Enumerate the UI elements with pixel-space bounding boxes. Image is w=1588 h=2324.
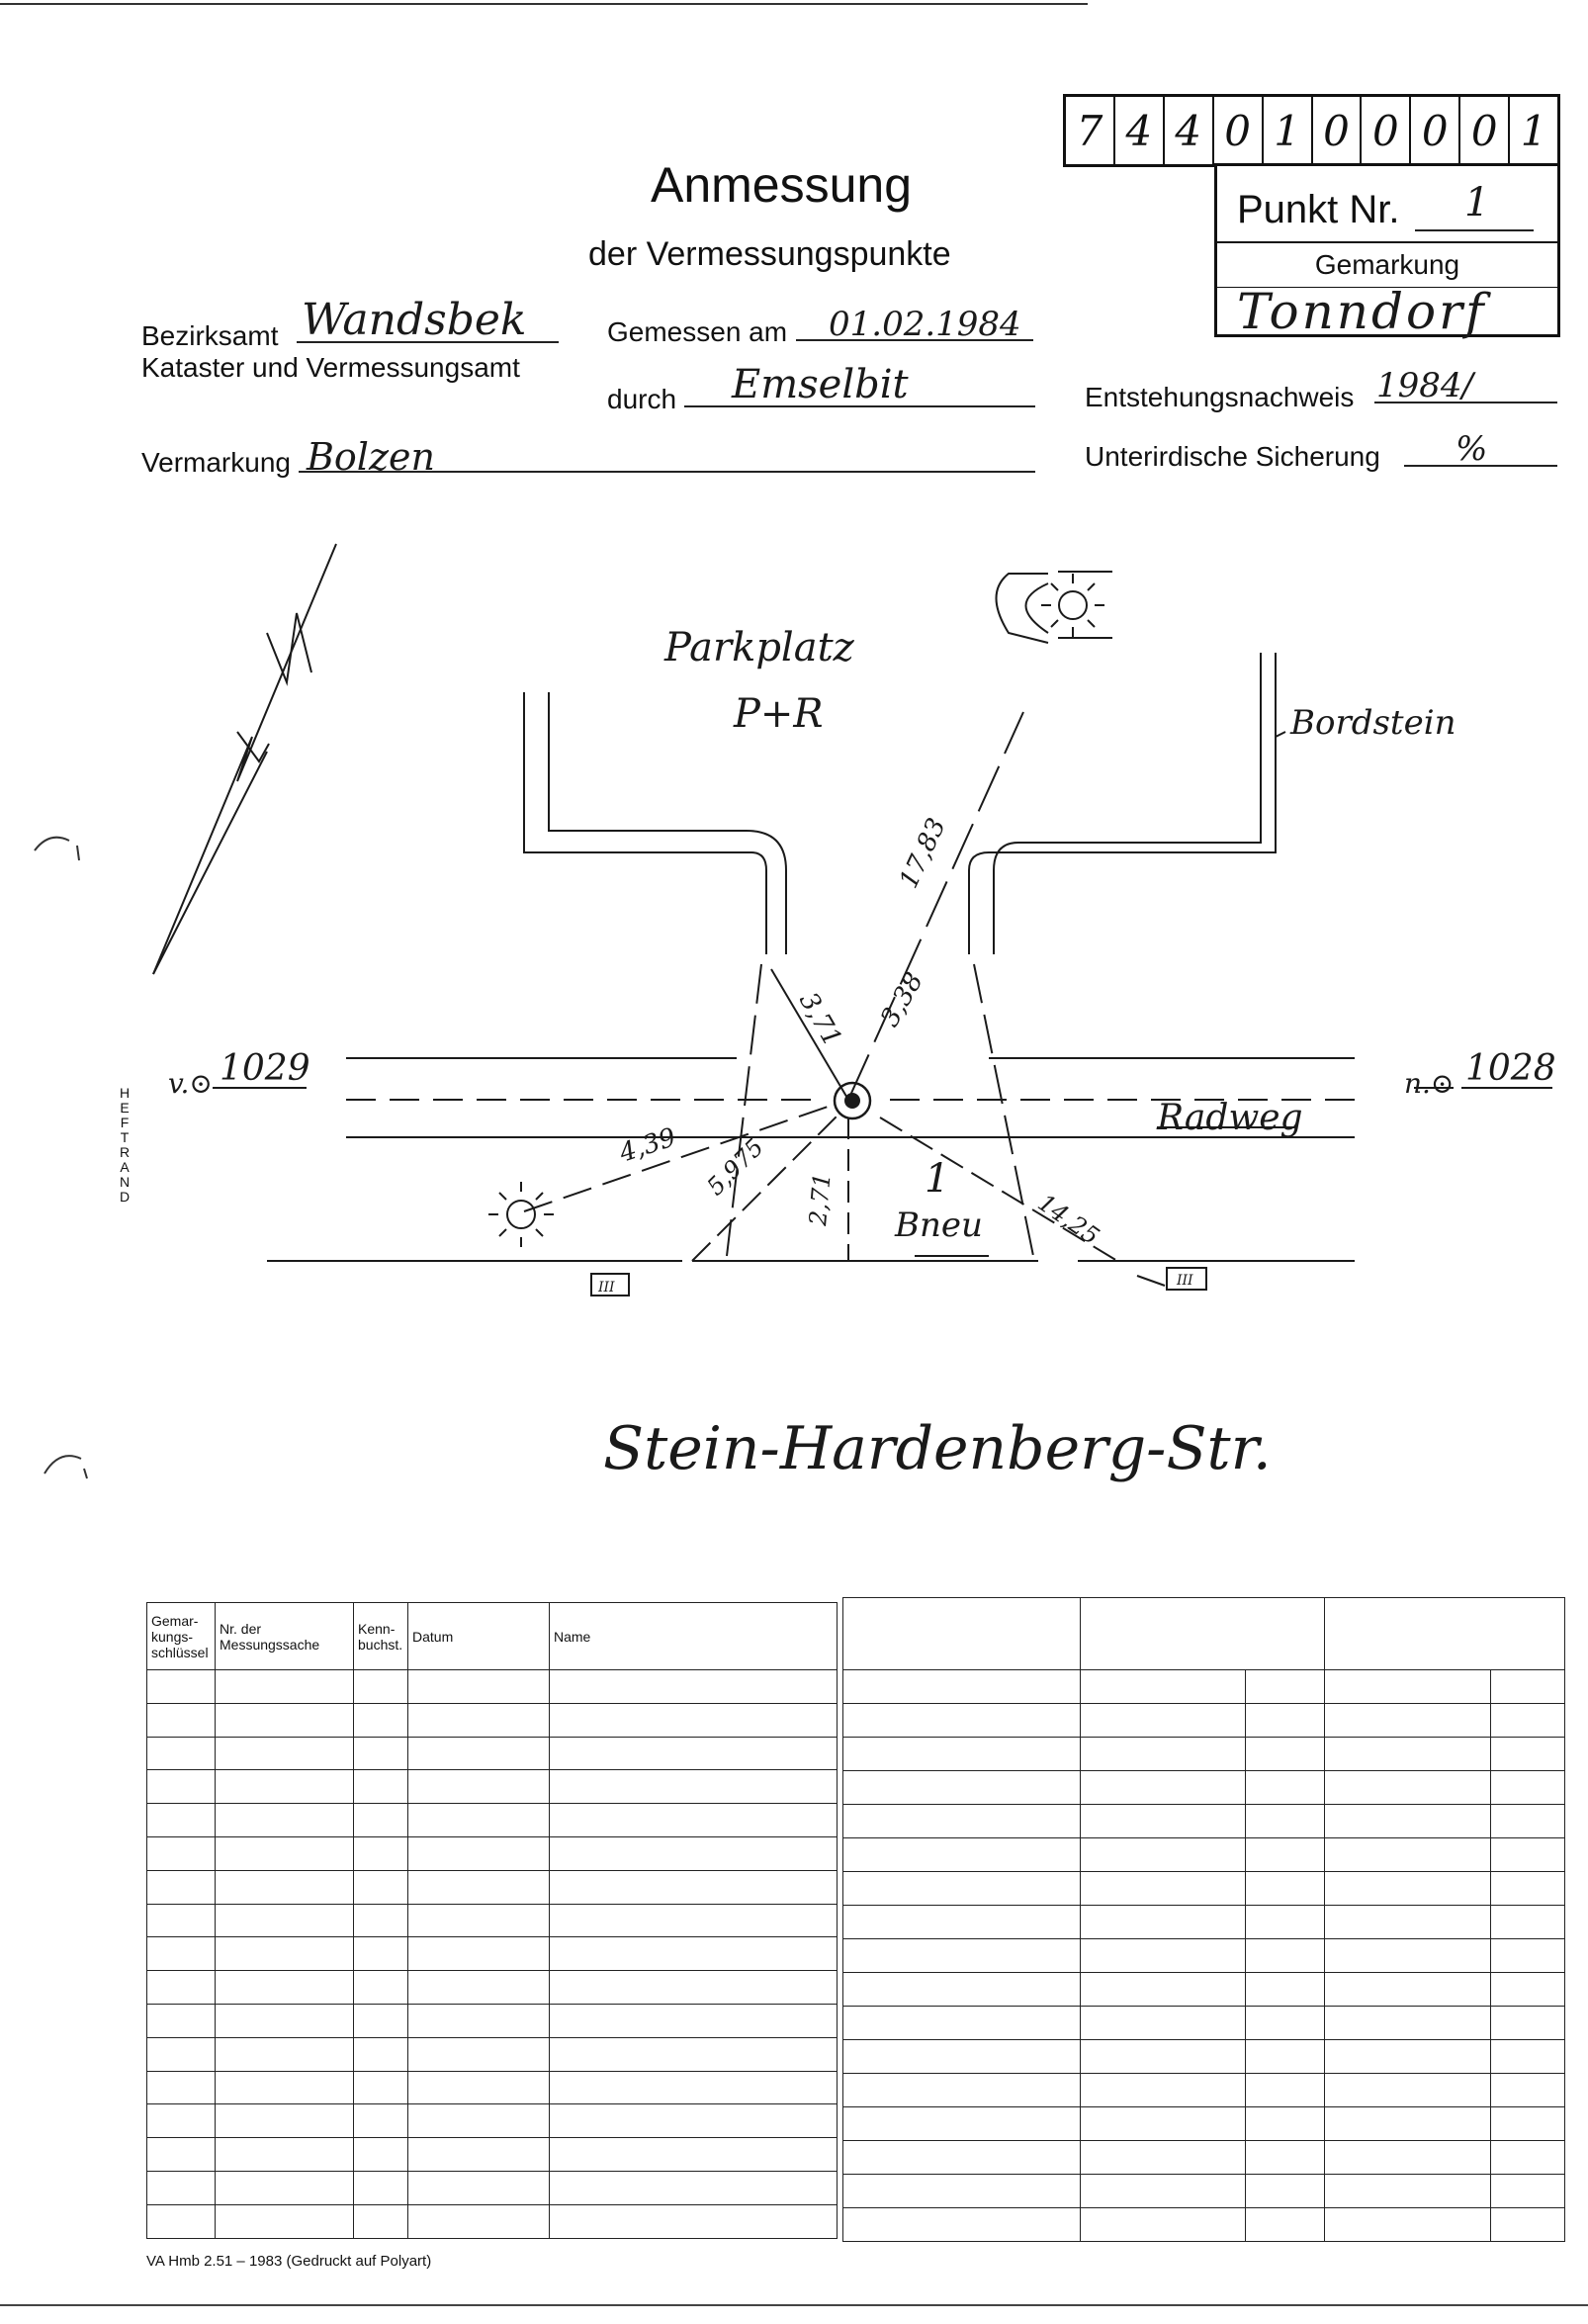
table-row	[843, 2007, 1565, 2040]
table-cell	[1491, 1704, 1565, 1738]
table-cell	[1246, 1670, 1325, 1704]
id-digit: 0	[1311, 97, 1361, 164]
table-cell	[550, 1670, 838, 1704]
table-row	[147, 2204, 838, 2238]
header-kennbuchst: Kenn-buchst.	[354, 1603, 408, 1670]
table-cell	[1246, 1906, 1325, 1939]
table-row	[147, 1703, 838, 1737]
table-cell	[147, 2037, 216, 2071]
table-cell	[216, 1904, 354, 1937]
table-row	[147, 1904, 838, 1937]
table-cell	[1081, 2107, 1246, 2141]
table-cell	[1081, 1906, 1246, 1939]
heftrand-letter: F	[120, 1115, 130, 1130]
gemarkung-value: Tonndorf	[1237, 283, 1487, 340]
table-cell	[843, 1906, 1081, 1939]
table-row	[147, 1870, 838, 1904]
pr-text: P+R	[734, 691, 824, 737]
table-cell	[1491, 2007, 1565, 2040]
right-ref-number: 1028	[1465, 1048, 1556, 1089]
table-cell	[147, 2204, 216, 2238]
bezirksamt-value: Wandsbek	[302, 295, 527, 345]
page-subtitle: der Vermessungspunkte	[588, 235, 951, 273]
table-cell	[843, 1838, 1081, 1872]
table-row	[147, 2171, 838, 2204]
table-cell	[1491, 1771, 1565, 1805]
gemarkung-label: Gemarkung	[1314, 249, 1460, 280]
table-cell	[408, 1904, 550, 1937]
table-row	[843, 2141, 1565, 2175]
table-cell	[408, 1836, 550, 1870]
table-cell	[408, 2037, 550, 2071]
table-cell	[1081, 1738, 1246, 1771]
table-cell	[408, 1670, 550, 1704]
table-cell	[1246, 2175, 1325, 2208]
table-row	[147, 1836, 838, 1870]
table-cell	[1081, 2175, 1246, 2208]
table-cell	[1491, 1805, 1565, 1838]
scan-bottom-line	[0, 2304, 1588, 2306]
curb-left	[524, 692, 766, 954]
table-row	[147, 1670, 838, 1704]
table-cell	[550, 1703, 838, 1737]
table-cell	[147, 2104, 216, 2138]
table-cell	[147, 2171, 216, 2204]
table-cell	[1325, 1738, 1491, 1771]
table-cell	[1491, 1738, 1565, 1771]
table-cell	[1246, 1704, 1325, 1738]
id-digit: 0	[1212, 97, 1262, 164]
measure-371: 3,71	[792, 987, 847, 1052]
table-cell	[843, 1872, 1081, 1906]
table-cell	[1081, 1838, 1246, 1872]
hydrant-right-label: III	[1177, 1273, 1193, 1289]
table-cell	[550, 1937, 838, 1971]
table-cell	[1491, 1973, 1565, 2007]
table-cell	[1491, 2040, 1565, 2074]
table-cell	[147, 1737, 216, 1770]
table-cell	[1491, 2107, 1565, 2141]
table-cell	[354, 1937, 408, 1971]
table-cell	[550, 2204, 838, 2238]
table-cell	[147, 1836, 216, 1870]
sicherung-value: %	[1456, 429, 1488, 469]
table-cell	[354, 1836, 408, 1870]
table-cell	[1325, 2074, 1491, 2107]
id-number-box	[1063, 94, 1560, 167]
table-cell	[354, 2138, 408, 2172]
table-row	[843, 2208, 1565, 2242]
measure-271: 2,71	[804, 1171, 837, 1227]
table-cell	[1325, 1670, 1491, 1704]
gemessen-label: Gemessen am	[607, 316, 788, 347]
table-cell	[147, 1870, 216, 1904]
table-row	[147, 2037, 838, 2071]
table-cell	[1325, 2007, 1491, 2040]
table-cell	[354, 1670, 408, 1704]
table-cell	[408, 2071, 550, 2104]
table-cell	[408, 1703, 550, 1737]
table-cell	[843, 1771, 1081, 1805]
table-cell	[843, 1704, 1081, 1738]
table-row	[147, 2004, 838, 2037]
table-row	[843, 1771, 1565, 1805]
table-cell	[408, 1804, 550, 1837]
table-cell	[216, 1971, 354, 2005]
table-cell	[1325, 2107, 1491, 2141]
table-cell	[1325, 1704, 1491, 1738]
scan-edge-line	[0, 3, 1088, 5]
table-row	[147, 1737, 838, 1770]
left-ref-prefix: v.⊙	[168, 1067, 213, 1100]
table-cell	[550, 1870, 838, 1904]
left-ref-number: 1029	[220, 1048, 310, 1089]
table-cell	[1491, 2141, 1565, 2175]
table-cell	[1491, 2074, 1565, 2107]
table-cell	[408, 1770, 550, 1804]
table-cell	[843, 2175, 1081, 2208]
table-cell	[550, 1804, 838, 1837]
table-cell	[408, 2104, 550, 2138]
heftrand-letter: N	[119, 1174, 131, 1190]
table-cell	[354, 2037, 408, 2071]
table-cell	[216, 2071, 354, 2104]
table-cell	[1491, 1906, 1565, 1939]
table-cell	[843, 2040, 1081, 2074]
bezirksamt-label: Bezirksamt	[141, 320, 279, 351]
table-cell	[1246, 1973, 1325, 2007]
table-cell	[216, 2204, 354, 2238]
table-cell	[408, 1870, 550, 1904]
id-digit: 0	[1360, 97, 1409, 164]
table-cell	[1491, 1872, 1565, 1906]
right-ref-prefix: n.⊙	[1404, 1067, 1455, 1100]
table-cell	[147, 2138, 216, 2172]
table-cell	[354, 1703, 408, 1737]
survey-sketch	[0, 514, 1588, 1503]
table-cell	[354, 1737, 408, 1770]
table-row	[843, 1738, 1565, 1771]
table-cell	[1325, 1973, 1491, 2007]
table-row	[843, 2175, 1565, 2208]
table-cell	[147, 1904, 216, 1937]
street-name-text: Stein-Hardenberg-Str.	[603, 1414, 1272, 1483]
heftrand-letter: R	[119, 1144, 131, 1160]
sicherung-label: Unterirdische Sicherung	[1085, 441, 1380, 472]
table-cell	[147, 1770, 216, 1804]
table-row	[843, 1872, 1565, 1906]
table-cell	[1081, 2208, 1246, 2242]
header-gemarkungsschluessel: Gemar-kungs-schlüssel	[147, 1603, 216, 1670]
table-cell	[1081, 1872, 1246, 1906]
table-cell	[1325, 2040, 1491, 2074]
id-digit: 0	[1458, 97, 1508, 164]
table-row	[843, 1805, 1565, 1838]
table-cell	[550, 2138, 838, 2172]
curb-right	[969, 653, 1276, 954]
table-cell	[354, 1870, 408, 1904]
table-cell	[216, 2104, 354, 2138]
heftrand-letter: H	[119, 1085, 131, 1101]
table-cell	[147, 1971, 216, 2005]
table-cell	[1246, 2208, 1325, 2242]
punkt-box	[1214, 163, 1560, 340]
table-cell	[1246, 1771, 1325, 1805]
header-datum: Datum	[408, 1603, 550, 1670]
table-row	[147, 1804, 838, 1837]
records-table-left	[146, 1602, 838, 2239]
measure-439: 4,39	[615, 1122, 680, 1169]
table-cell	[843, 1973, 1081, 2007]
table-cell	[1246, 1838, 1325, 1872]
table-cell	[1325, 1939, 1491, 1973]
table-cell	[1081, 2040, 1246, 2074]
table-row	[843, 2107, 1565, 2141]
heftrand-letter: T	[120, 1129, 130, 1145]
table-cell	[1491, 2208, 1565, 2242]
table-cell	[1081, 1805, 1246, 1838]
table-cell	[1246, 1738, 1325, 1771]
table-cell	[1325, 2141, 1491, 2175]
table-cell	[550, 2171, 838, 2204]
durch-label: durch	[607, 384, 677, 414]
bordstein-text: Bordstein	[1290, 703, 1456, 743]
measure-1425: 14,25	[1032, 1188, 1104, 1251]
table-cell	[354, 1904, 408, 1937]
id-digit: 1	[1262, 97, 1311, 164]
table-cell	[843, 1939, 1081, 1973]
table-cell	[147, 1670, 216, 1704]
table-cell	[1325, 2175, 1491, 2208]
table-cell	[550, 2104, 838, 2138]
table-row	[843, 1670, 1565, 1704]
table-row	[843, 1939, 1565, 1973]
table-cell	[1246, 1805, 1325, 1838]
table-cell	[354, 2004, 408, 2037]
table-cell	[354, 1804, 408, 1837]
heftrand-letter: D	[119, 1189, 131, 1205]
table-cell	[216, 1870, 354, 1904]
table-cell	[1246, 2107, 1325, 2141]
measure-5975: 5,975	[701, 1132, 769, 1202]
table-row	[843, 2074, 1565, 2107]
table-cell	[216, 2037, 354, 2071]
table-cell	[354, 1971, 408, 2005]
point-note-text: Bneu	[895, 1206, 983, 1245]
table-cell	[550, 2037, 838, 2071]
table-cell	[1081, 1939, 1246, 1973]
vermarkung-value: Bolzen	[307, 435, 435, 479]
table-cell	[550, 1836, 838, 1870]
table-row	[843, 1973, 1565, 2007]
table-cell	[1246, 2007, 1325, 2040]
table-cell	[843, 1738, 1081, 1771]
table-cell	[408, 2004, 550, 2037]
table-cell	[1081, 2141, 1246, 2175]
table-cell	[147, 1937, 216, 1971]
id-digit: 1	[1508, 97, 1557, 164]
table-cell	[1246, 2141, 1325, 2175]
table-cell	[843, 2007, 1081, 2040]
table-cell	[354, 2171, 408, 2204]
id-digit: 0	[1409, 97, 1458, 164]
table-cell	[408, 1937, 550, 1971]
table-cell	[408, 1971, 550, 2005]
table-cell	[1081, 1670, 1246, 1704]
table-cell	[843, 1670, 1081, 1704]
footer-imprint: VA Hmb 2.51 – 1983 (Gedruckt auf Polyart)	[146, 2253, 432, 2270]
table-cell	[354, 2071, 408, 2104]
table-cell	[216, 1937, 354, 1971]
table-row	[147, 1971, 838, 2005]
table-cell	[1325, 1906, 1491, 1939]
heftrand-letter: E	[120, 1100, 130, 1116]
table-cell	[216, 2138, 354, 2172]
gemessen-value: 01.02.1984	[829, 305, 1021, 344]
entstehung-value: 1984/	[1376, 366, 1473, 405]
table-row	[843, 1838, 1565, 1872]
table-row	[147, 2138, 838, 2172]
table-cell	[843, 1805, 1081, 1838]
table-cell	[216, 1670, 354, 1704]
table-cell	[1491, 2175, 1565, 2208]
table-row	[147, 2104, 838, 2138]
table-cell	[354, 2204, 408, 2238]
table-cell	[1491, 1838, 1565, 1872]
header-name: Name	[550, 1603, 838, 1670]
table-row	[843, 1906, 1565, 1939]
records-table-right	[842, 1597, 1565, 2242]
id-digit: 7	[1076, 106, 1103, 155]
table-row	[843, 2040, 1565, 2074]
table-cell	[216, 1836, 354, 1870]
table-cell	[550, 1737, 838, 1770]
table-cell	[1325, 1771, 1491, 1805]
parkplatz-text: Parkplatz	[664, 625, 854, 670]
measure-1783: 17,83	[894, 813, 952, 893]
table-cell	[1081, 2074, 1246, 2107]
table-cell	[1246, 1872, 1325, 1906]
table-cell	[1491, 1670, 1565, 1704]
table-cell	[216, 1703, 354, 1737]
table-cell	[147, 2071, 216, 2104]
table-cell	[408, 1737, 550, 1770]
table-cell	[408, 2204, 550, 2238]
table-cell	[216, 1770, 354, 1804]
table-cell	[550, 1971, 838, 2005]
id-digit: 4	[1163, 97, 1212, 164]
table-cell	[1246, 1939, 1325, 1973]
table-cell	[408, 2138, 550, 2172]
table-cell	[1325, 1872, 1491, 1906]
table-cell	[216, 1804, 354, 1837]
table-cell	[550, 1904, 838, 1937]
table-cell	[550, 2071, 838, 2104]
north-arrow-icon	[153, 544, 336, 974]
table-cell	[843, 2141, 1081, 2175]
table-cell	[1246, 2040, 1325, 2074]
punkt-label: Punkt Nr.	[1237, 188, 1400, 231]
hydrant-left-label: III	[598, 1280, 615, 1296]
radweg-text: Radweg	[1157, 1098, 1303, 1138]
table-row	[147, 1770, 838, 1804]
table-row	[147, 2071, 838, 2104]
table-cell	[843, 2208, 1081, 2242]
table-cell	[843, 2074, 1081, 2107]
table-cell	[147, 2004, 216, 2037]
table-row	[147, 1937, 838, 1971]
table-cell	[1081, 2007, 1246, 2040]
vermarkung-label: Vermarkung	[141, 447, 291, 478]
table-cell	[354, 2104, 408, 2138]
table-cell	[550, 2004, 838, 2037]
table-cell	[1325, 1838, 1491, 1872]
table-row	[843, 1704, 1565, 1738]
measure-338: 3,38	[875, 967, 930, 1032]
header-messungssache: Nr. der Messungssache	[216, 1603, 354, 1670]
entstehung-label: Entstehungsnachweis	[1085, 382, 1355, 412]
table-cell	[1246, 2074, 1325, 2107]
point-number-text: 1	[925, 1156, 950, 1202]
page-title: Anmessung	[651, 157, 913, 213]
table-cell	[147, 1703, 216, 1737]
table-cell	[216, 1737, 354, 1770]
punkt-value: 1	[1464, 180, 1490, 225]
table-cell	[843, 2107, 1081, 2141]
table-cell	[408, 2171, 550, 2204]
kataster-label: Kataster und Vermessungsamt	[141, 352, 520, 383]
heftrand-letter: A	[120, 1159, 130, 1175]
table-cell	[147, 1804, 216, 1837]
table-cell	[354, 1770, 408, 1804]
table-cell	[1325, 2208, 1491, 2242]
table-cell	[1491, 1939, 1565, 1973]
table-cell	[216, 2171, 354, 2204]
table-cell	[550, 1770, 838, 1804]
id-digit: 4	[1113, 97, 1163, 164]
durch-value: Emselbit	[732, 362, 909, 407]
table-cell	[1081, 1704, 1246, 1738]
table-cell	[216, 2004, 354, 2037]
table-cell	[1081, 1771, 1246, 1805]
table-cell	[1081, 1973, 1246, 2007]
table-cell	[1325, 1805, 1491, 1838]
